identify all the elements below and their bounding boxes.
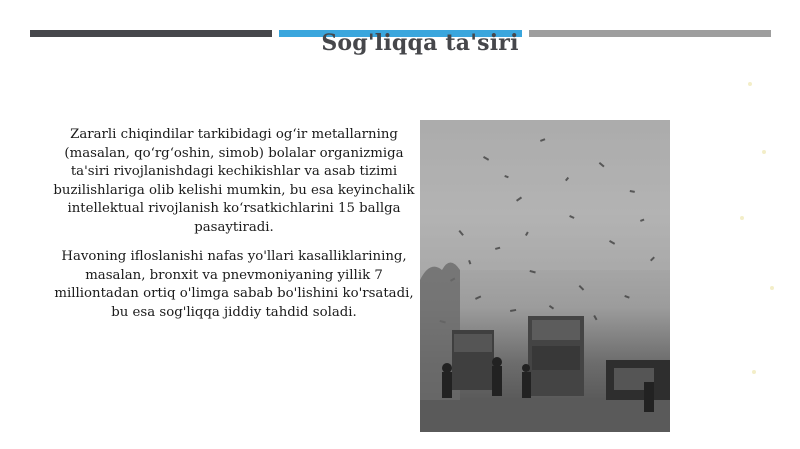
truck-center [528,316,584,396]
decor-dot [740,216,744,220]
decor-dot [752,370,756,374]
decor-dot [748,82,752,86]
slide-title: Sog'liqqa ta'siri [321,30,519,56]
decor-dot [770,286,774,290]
truck-left [452,330,494,390]
paragraph-heavy-metals: Zararli chiqindilar tarkibidagi og‘ir metallarning (masalan, qo‘rg‘oshin, simob) bolalar organizmiga ta'siri rivojlanishdagi kechikishlar va asab tizimi buzilishlariga olib kelishi mumkin, bu esa keyinchalik intellektual rivojlanish ko‘rsatkichlarini 15 ballga pasaytiradi. [53,127,415,235]
decor-dot [762,150,766,154]
polluted-street-photo [420,120,670,432]
paragraph-air-pollution: Havoning ifloslanishi nafas yo'llari kasalliklarining, masalan, bronxit va pnevmoniyaning yillik 7 milliontadan ortiq o'limga sabab bo'lishini ko'rsatadi, bu esa sog'liqqa jiddiy tahdid soladi. [54,249,414,320]
photo-illustration [420,120,670,432]
